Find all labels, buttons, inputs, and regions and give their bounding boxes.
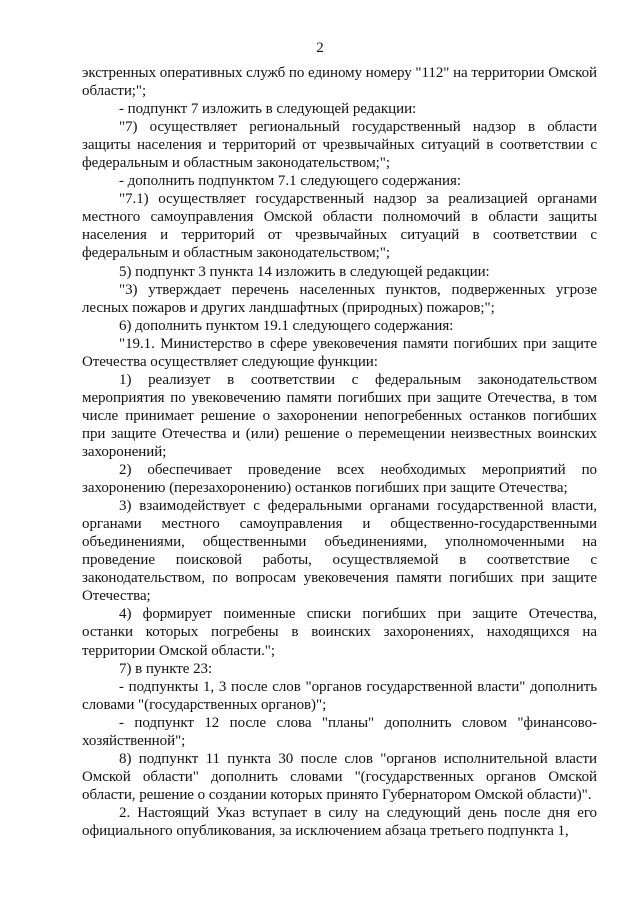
paragraph-item-19-1: "19.1. Министерство в сфере увековечения памяти погибших при защите Отечества осуществляет следующие функции: [82,335,597,370]
document-body [82,64,597,840]
paragraph-item-7-sub-12: - подпункт 12 после слова "планы" дополнить словом "финансово-хозяйственной"; [82,714,597,749]
paragraph-item-7-sub-1-3: - подпункты 1, 3 после слов "органов государственной власти" дополнить словами "(государственных органов)"; [82,678,597,713]
paragraph-item-5-text: "3) утверждает перечень населенных пунктов, подверженных угрозе лесных пожаров и других ландшафтных (природных) пожаров;"; [82,281,597,316]
paragraph-function-4: 4) формирует поименные списки погибших при защите Отечества, останки которых погребены в воинских захоронениях, находящихся на территории Омской области."; [82,606,597,659]
paragraph-item-8: 8) подпункт 11 пункта 30 после слов "органов исполнительной власти Омской области" дополнить словами "(государственных органов Омской области, решение о создании которых принято Губернатором Омской области)". [82,750,597,803]
paragraph-item-6: 6) дополнить пунктом 19.1 следующего содержания: [119,317,454,334]
paragraph-add-subitem-7-1: - дополнить подпунктом 7.1 следующего содержания: [119,173,461,190]
paragraph-clause-2: 2. Настоящий Указ вступает в силу на следующий день после дня его официального опубликования, за исключением абзаца третьего подпункта 1, [82,804,597,839]
paragraph-function-3: 3) взаимодействует с федеральными органами государственной власти, органами местного самоуправления и общественно-государственными объединениями, общественными объединениями, уполномоченными на проведение поисковой работы, осуществляемой в соответствие с законодательством, по вопросам увековечения памяти погибших при защите Отечества; [82,498,597,605]
paragraph-subitem-7-1-text: "7.1) осуществляет государственный надзор за реализацией органами местного самоуправления Омской области полномочий в области защиты населения и территорий от чрезвычайных ситуаций в соответствии с федеральным и областным законодательством;"; [82,191,597,262]
paragraph-function-1: 1) реализует в соответствии с федеральным законодательством мероприятия по увековечению памяти погибших при защите Отечества, в том числе принимает решение о захоронении непогребенных останков погибших при защите Отечества и (или) решение о перемещении неизвестных воинских захоронений; [82,371,597,460]
paragraph-item-5: 5) подпункт 3 пункта 14 изложить в следующей редакции: [119,263,490,280]
paragraph-subitem-7-text: "7) осуществляет региональный государственный надзор в области защиты населения и территорий от чрезвычайных ситуаций в соответствии с федеральным и областным законодательством;"; [82,119,597,172]
paragraph-function-2: 2) обеспечивает проведение всех необходимых мероприятий по захоронению (перезахоронению) останков погибших при защите Отечества; [82,462,597,497]
page-number: 2 [316,40,324,56]
paragraph-item-7: 7) в пункте 23: [119,660,213,677]
paragraph-continuation: экстренных оперативных служб по единому номеру "112" на территории Омской области;"; [82,65,597,100]
paragraph-subitem-7-edit: - подпункт 7 изложить в следующей редакции: [119,101,417,118]
